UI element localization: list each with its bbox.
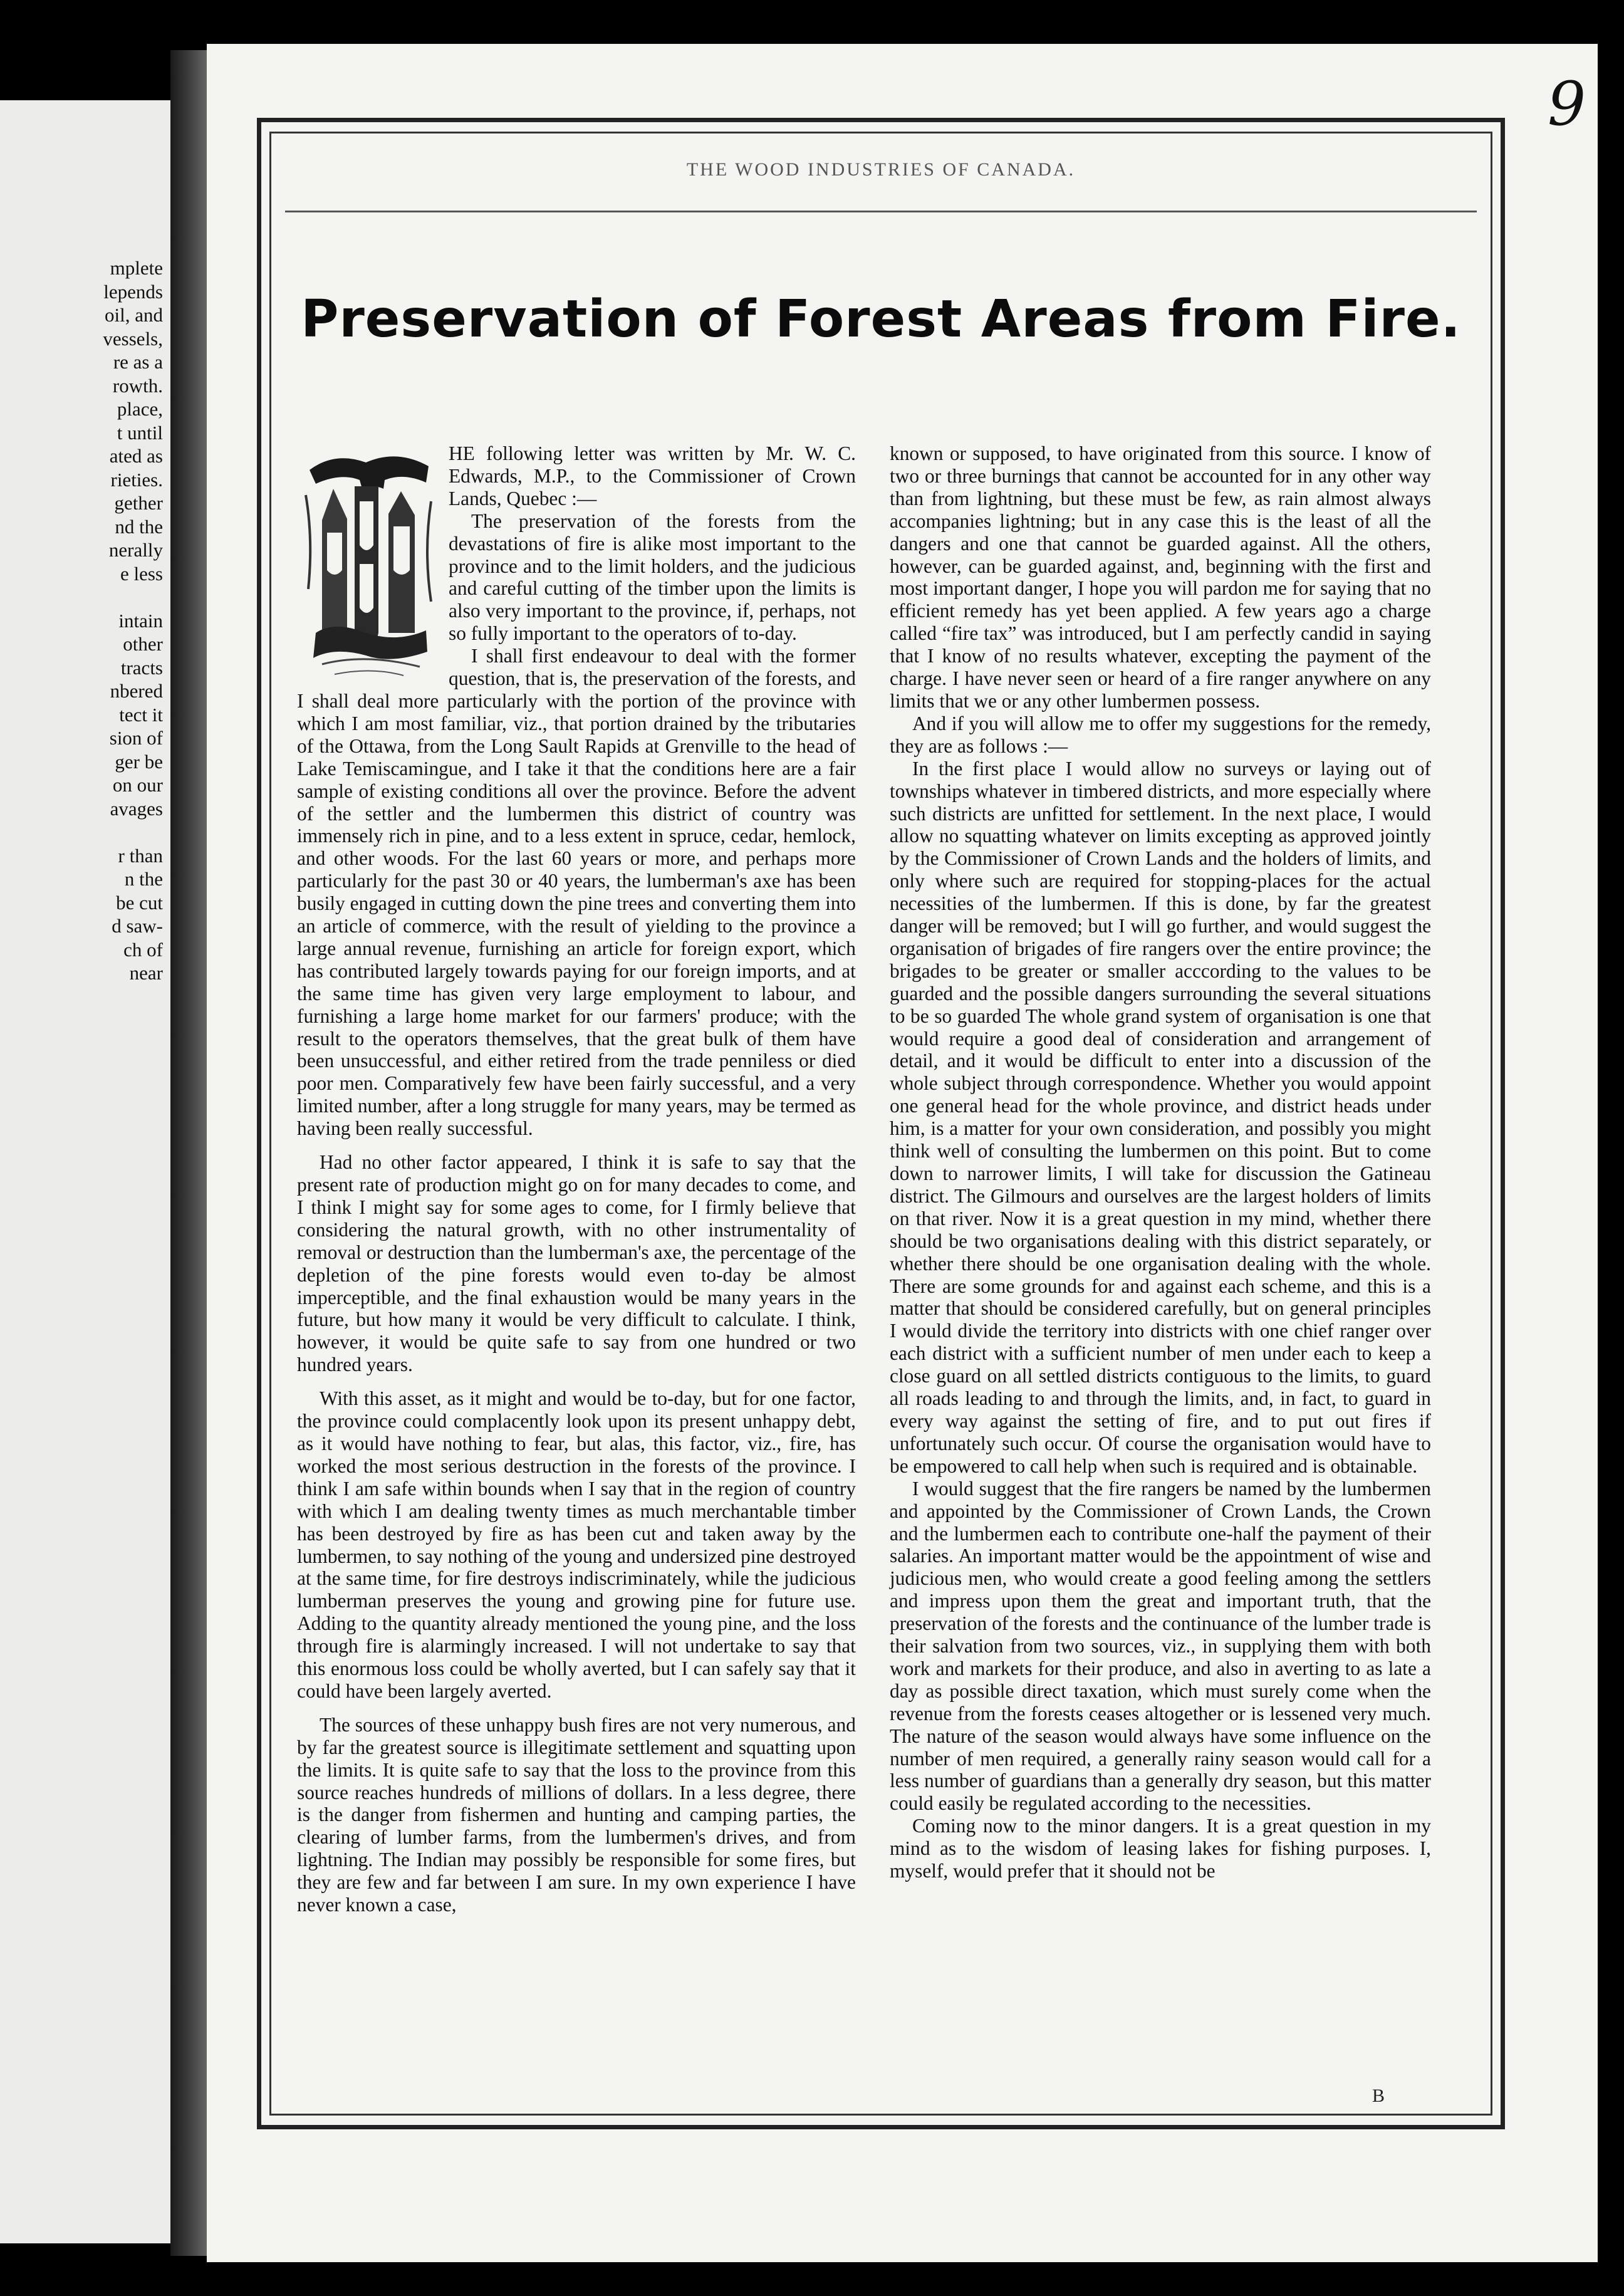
previous-page-line: re as a [113,351,163,373]
right-column [890,442,1431,1882]
previous-page-line: on our [112,774,163,796]
previous-page-line: r than [118,844,163,867]
previous-page-line: place, [117,398,163,420]
previous-page-line: be cut [116,891,163,914]
previous-page-line: mplete [110,257,163,279]
previous-page-line: e less [120,562,163,585]
previous-page-line: vessels, [103,327,163,350]
ornamental-initial-icon [297,445,440,683]
previous-page-line: lepends [103,280,163,303]
previous-page-line: sion of [109,727,163,749]
previous-page-line: tect it [119,703,163,726]
paragraph: I would suggest that the fire rangers be named by the lumbermen and appointed by the Commissioner of Crown Lands, the Crown and the lumbermen each to contribute one-half the payment of their salaries. An important matter would be the appointment of wise and judicious men, who would create a good feeling among the settlers and impress upon them the great and important truth, that the preservation of the forests and the continuance of the lumber trade is their salvation from two sources, viz., in supplying them with both work and markets for their produce, and also in averting to as late a day as possible direct taxation, which must surely come when the revenue from the forests ceases altogether or is lessened very much. The nature of the season would always have some influence on the number of men required, a generally rainy season would call for a less number of guardians than a generally dry season, but this matter could easily be regulated according to the necessities. [890,1477,1431,1815]
previous-page-line: ch of [123,938,163,961]
previous-page-line: ated as [109,445,163,467]
previous-page-line: oil, and [105,304,163,326]
previous-page-fragment [0,100,170,2243]
paragraph: And if you will allow me to offer my suggestions for the remedy, they are as follows :— [890,712,1431,757]
previous-page-line: nd the [115,515,163,538]
signature-mark: B [1372,2085,1385,2106]
article-title: Preservation of Forest Areas from Fire. [301,290,1461,349]
previous-page-line: near [129,962,163,984]
dropcap-illustration [297,445,440,683]
previous-page-line: t until [117,421,163,444]
running-head: THE WOOD INDUSTRIES OF CANADA. [686,159,1076,180]
previous-page-line: rieties. [110,468,163,491]
previous-page-line: d saw- [112,915,163,937]
previous-page-line: ger be [115,750,163,773]
header-rule [285,211,1477,212]
previous-page-line: nbered [110,680,163,702]
page-number: 9 [1548,69,1586,139]
previous-page-line: avages [110,797,163,820]
paragraph: HE following letter was written by Mr. W. C. Edwards, M.P., to the Commissioner of Crown Lands, Quebec :— [449,442,856,509]
paragraph: known or supposed, to have originated from this source. I know of two or three burnings that cannot be accounted for in any other way than from lightning, but these must be few, as rain almost always accompanies lightning; but in any case this is the least of all the dangers and one that cannot be guarded against. All the others, however, can be guarded against, and, beginning with the first and most important danger, I hope you will pardon me for saying that no efficient remedy has yet been applied. A few years ago a charge called “fire tax” was introduced, but I am perfectly candid in saying that I know of no results whatever, excepting the payment of the charge. I have never seen or heard of a fire ranger anywhere on any limits that we or any other lumbermen possess. [890,442,1431,712]
previous-page-line: intain [118,609,163,632]
previous-page-line: tracts [120,656,163,679]
previous-page-line: nerally [108,539,163,561]
paragraph: Coming now to the minor dangers. It is a great question in my mind as to the wisdom of leasing lakes for fishing purposes. I, myself, would prefer that it should not be [890,1815,1431,1882]
previous-page-line: rowth. [112,374,163,397]
previous-page-line: n the [124,868,163,890]
left-column [297,442,856,1916]
previous-page-line: other [123,633,163,655]
paragraph: I shall first endeavour to deal with the former question, that is, the preservation of the forests, and I shall deal more particularly with the portion of the province with which I am most familiar, viz., that portion drained by the tributaries of the Ottawa, from the Long Sault Rapids at Grenville to the head of Lake Temiscamingue, and I take it that the conditions here are a fair sample of existing conditions all over the province. Before the advent of the settler and the lumbermen this district of country was immensely rich in pine, and to a less extent in spruce, cedar, hemlock, and other woods. For the last 60 years or more, and perhaps more particularly for the past 30 or 40 years, the lumberman's axe has been busily engaged in cutting down the pine trees and converting them into an article of commerce, with the result of yielding to the province a large annual revenue, furnishing an article for foreign export, which has contributed largely towards paying for our foreign imports, and at the same time has given very large employment to labour, and furnishing a large home market for our farmers' produce; with the result to the operators themselves, that the great bulk of them have been unsuccessful, and either retired from the trade penniless or died poor men. Comparatively few have been fairly successful, and a very limited number, after a long struggle for many years, may be termed as having been really successful. [297,645,856,1140]
paragraph: The sources of these unhappy bush fires are not very numerous, and by far the greatest source is illegitimate settlement and squatting upon the limits. It is quite safe to say that the loss to the province from this source reaches hundreds of millions of dollars. In a less degree, there is the danger from fishermen and hunting and camping parties, the clearing of lumber farms, from the lumbermen's drives, and from lightning. The Indian may possibly be responsible for some fires, but they are few and far between I am sure. In my own experience I have never known a case, [297,1713,856,1916]
previous-page-line: gether [114,492,163,514]
paragraph: With this asset, as it might and would be to-day, but for one factor, the province could complacently look upon its present unhappy debt, as it would have nothing to fear, but alas, this factor, viz., fire, has worked the most serious destruction in the forests of the province. I think I am safe within bounds when I say that in the region of country with which I am dealing twenty times as much merchantable timber has been destroyed by fire as has been cut and taken away by the lumbermen, to say nothing of the young and undersized pine destroyed at the same time, for fire destroys indiscriminately, while the judicious lumberman preserves the young and growing pine for future use. Adding to the quantity already mentioned the young pine, and the loss through fire is alarmingly increased. I will not undertake to say that this enormous loss could be wholly averted, but I can safely say that it could have been largely averted. [297,1387,856,1702]
paragraph: Had no other factor appeared, I think it is safe to say that the present rate of production might go on for many decades to come, and I think I might say for some ages to come, for I firmly believe that considering the natural growth, with no other instrumentality of removal or destruction than the lumberman's axe, the percentage of the depletion of the pine forests would even to-day be almost imperceptible, and the final exhaustion would be many years in the future, but how many it would be very difficult to calculate. I think, however, it would be quite safe to say from one hundred or two hundred years. [297,1151,856,1376]
paragraph: In the first place I would allow no surveys or laying out of townships whatever in timbered districts, and more especially where such districts are unfitted for settlement. In the next place, I would allow no squatting whatever on limits excepting as approved jointly by the Commissioner of Crown Lands and the holders of limits, and only where such are required for stopping-places for the actual necessities of the lumbermen. If this is done, by far the greatest danger will be removed; but I will go further, and would suggest the organisation of brigades of fire rangers over the entire province; the brigades to be greater or smaller acccording to the values to be guarded and the possible dangers surrounding the several situations to be so guarded The whole grand system of organisation is one that would require a good deal of consideration and arrangement of detail, and it would be difficult to enter into a discussion of the whole subject through correspondence. Whether you would appoint one general head for the whole province, and district heads under him, is a matter for your own consideration, and possibly you might think well of consulting the lumbermen on this point. But to come down to narrower limits, I will take for discussion the Gatineau district. The Gilmours and ourselves are the largest holders of limits on that river. Now it is a great question in my mind, whether there should be two organisations dealing with this district separately, or whether there should be one organisation dealing with the whole. There are some grounds for and against each scheme, and this is a matter that should be considered carefully, but on general principles I would divide the territory into districts with one chief ranger over each district with a sufficient number of men under each to keep a close guard on all settled districts contiguous to the limits, to guard all roads leading to and through the limits, and, in fact, to guard in every way against the setting of fire, and to put out fires if unfortunately such occur. Of course the organisation would have to be empowered to call help when such is required and is obtainable. [890,757,1431,1477]
paragraph: The preservation of the forests from the devastations of fire is alike most important to the province and to the limit holders, and the judicious and careful cutting of the timber upon the limits is also very important to the province, if, perhaps, not so fully important to the operators of to-day. [449,509,856,645]
